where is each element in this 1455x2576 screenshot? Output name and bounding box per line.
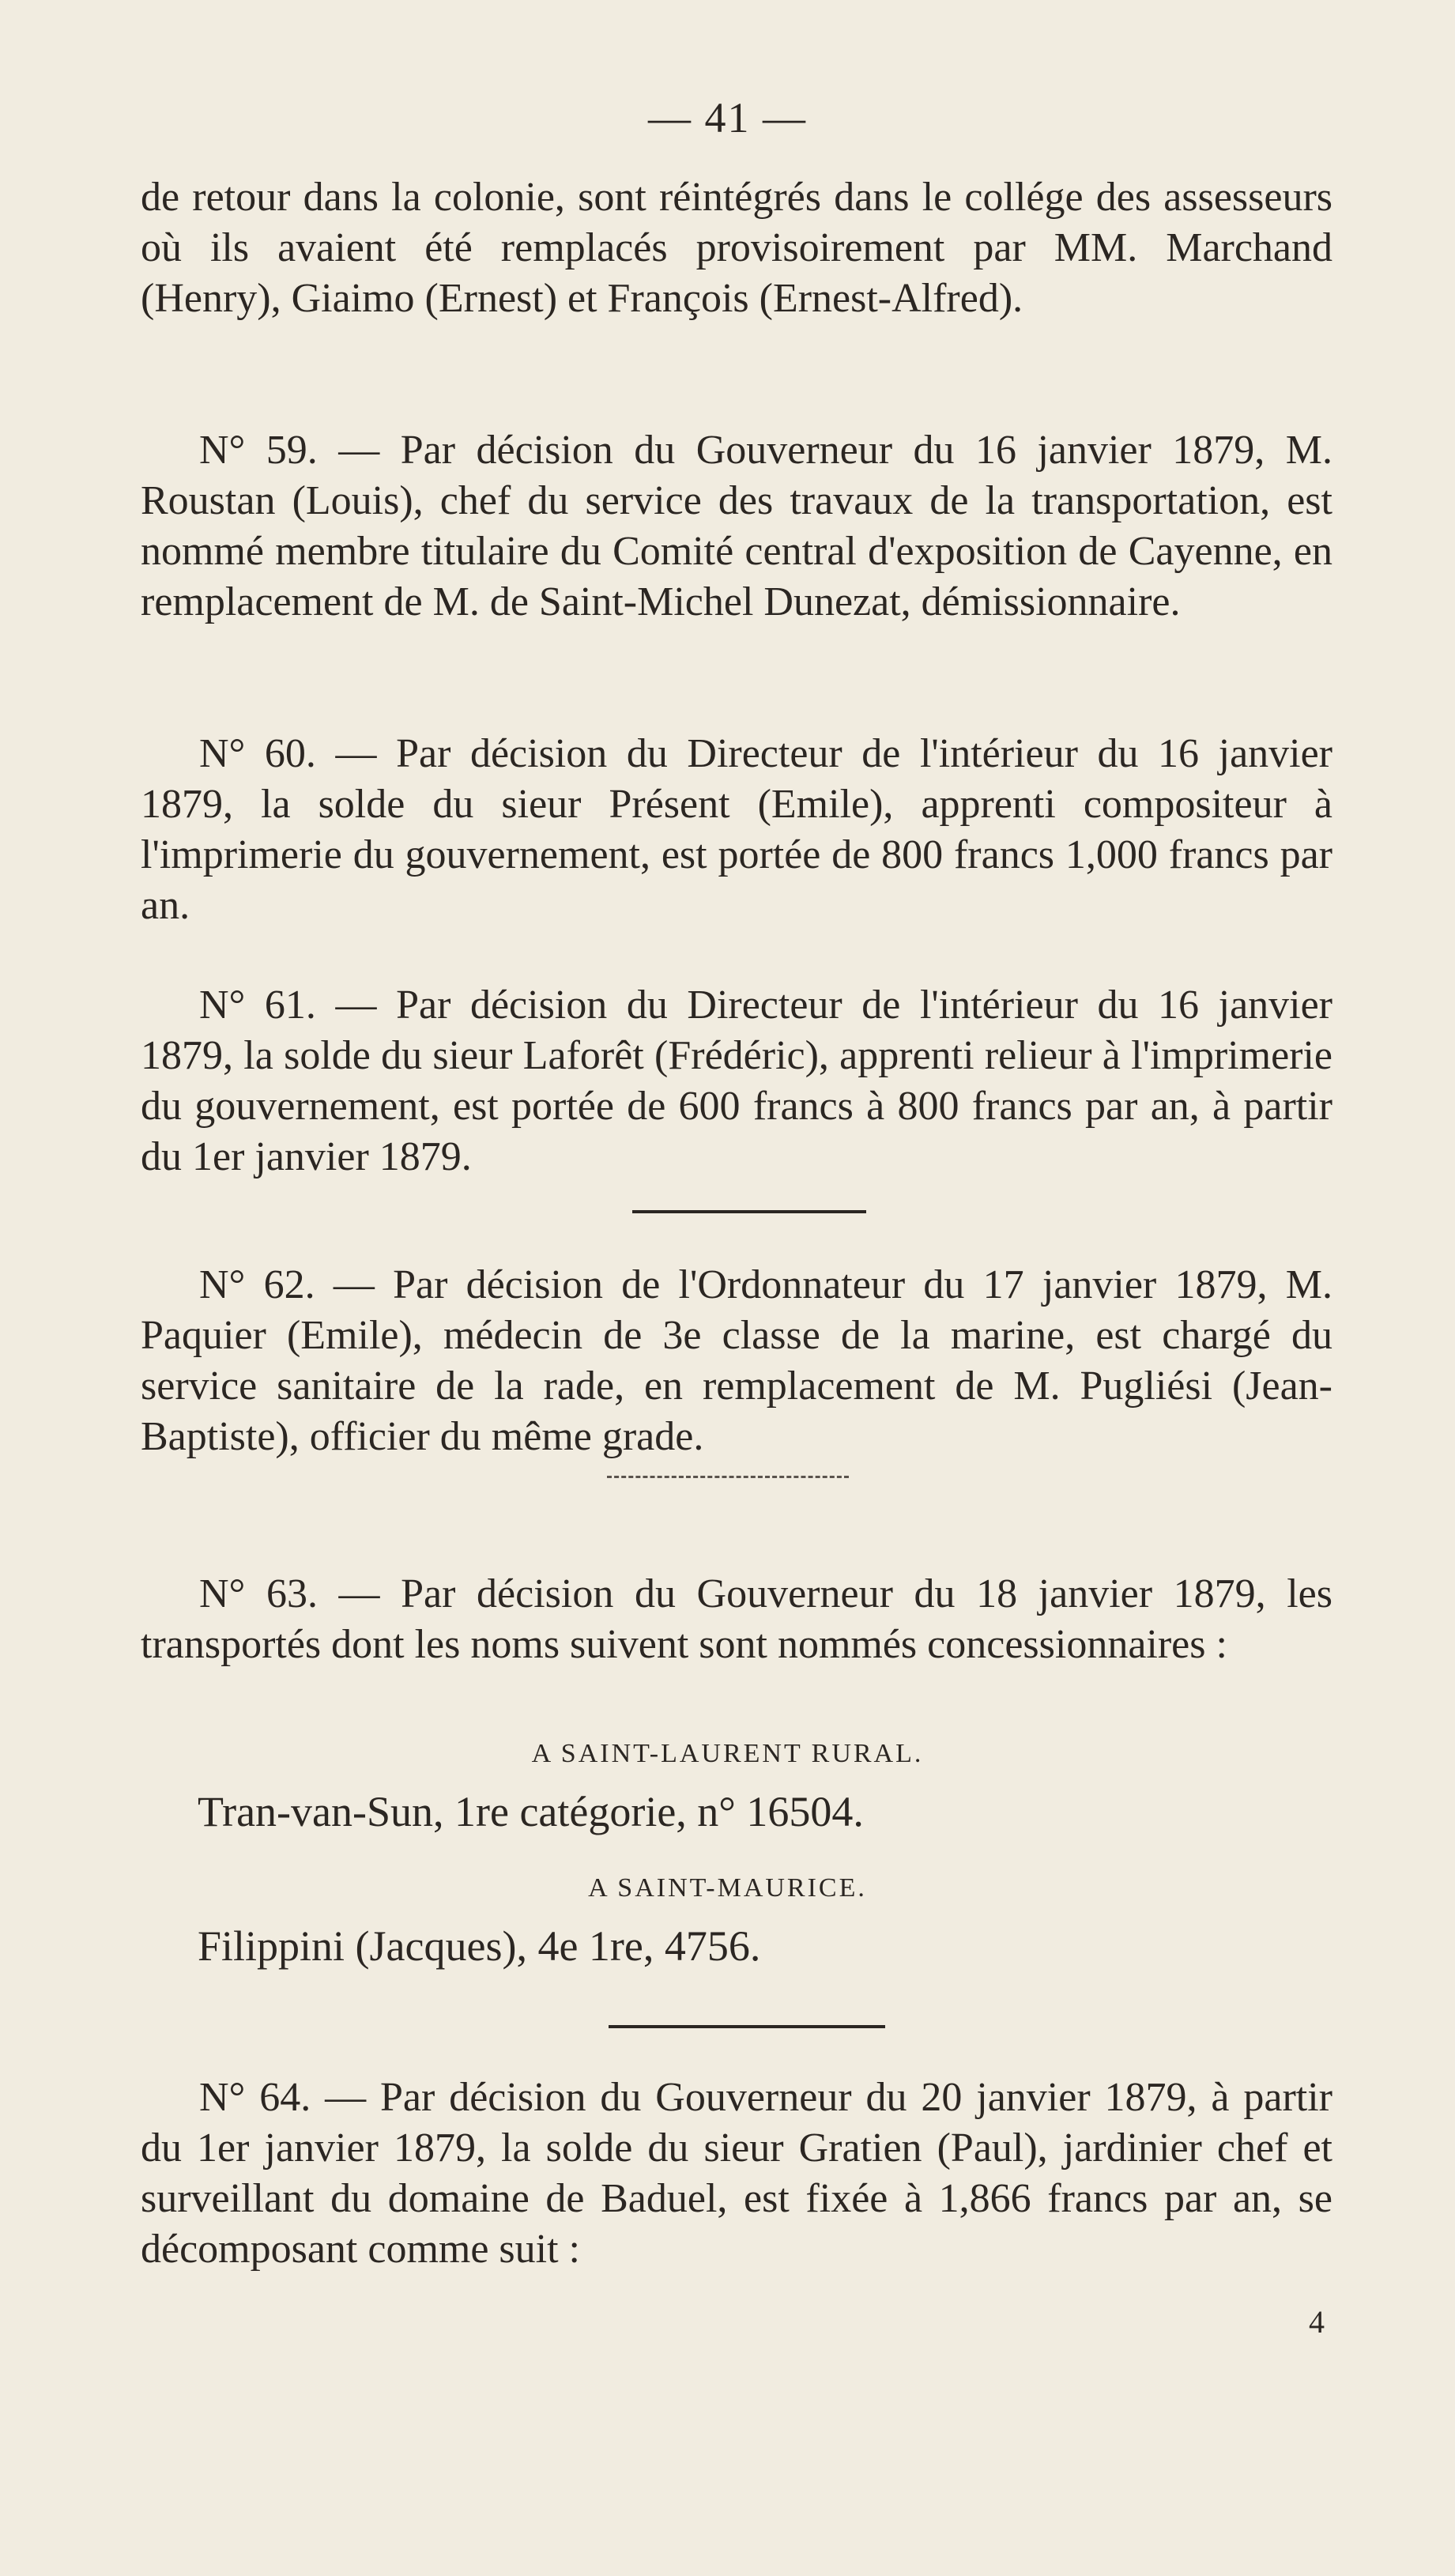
paragraph-decision-63: N° 63. — Par décision du Gouverneur du 18 janvier 1879, les transportés dont les noms suivent sont nommés concessionnaires : <box>141 1571 1332 1667</box>
concession-heading-saint-maurice: A SAINT-MAURICE. <box>588 1873 867 1903</box>
separator-rule-1 <box>632 1210 866 1213</box>
paragraph-continuation: de retour dans la colonie, sont réintégrés dans le collége des assesseurs où ils avaient été remplacés provisoirement par MM. Marchand (Henry), Giaimo (Ernest) et François (Ernest-Alfred). <box>141 175 1332 321</box>
concession-entry-2: Filippini (Jacques), 4e 1re, 4756. <box>198 1922 761 1970</box>
concession-heading-saint-laurent: A SAINT-LAURENT RURAL. <box>531 1739 924 1768</box>
paragraph-decision-59: N° 59. — Par décision du Gouverneur du 16 janvier 1879, M. Roustan (Louis), chef du service des travaux de la transportation, est nommé membre titulaire du Comité central d'exposition de Cayenne, en remplacement de M. de Saint-Michel Dunezat, démissionnaire. <box>141 428 1332 624</box>
paragraph-decision-61: N° 61. — Par décision du Directeur de l'intérieur du 16 janvier 1879, la solde du sieur Laforêt (Frédéric), apprenti relieur à l'imprimerie du gouvernement, est portée de 600 francs à 800 francs par an, à partir du 1er janvier 1879. <box>141 983 1332 1179</box>
page-number: — 41 — <box>648 94 807 141</box>
separator-rule-2 <box>609 2025 885 2028</box>
paragraph-decision-60: N° 60. — Par décision du Directeur de l'intérieur du 16 janvier 1879, la solde du sieur Présent (Emile), apprenti compositeur à l'imprimerie du gouvernement, est portée de 800 francs 1,000 francs par an. <box>141 731 1332 928</box>
concession-entry-1: Tran-van-Sun, 1re catégorie, n° 16504. <box>198 1788 864 1835</box>
signature-mark: 4 <box>1309 2304 1325 2340</box>
paragraph-decision-64: N° 64. — Par décision du Gouverneur du 20 janvier 1879, à partir du 1er janvier 1879, la solde du sieur Gratien (Paul), jardinier chef et surveillant du domaine de Baduel, est fixée à 1,866 francs par an, se décomposant comme suit : <box>141 2075 1332 2272</box>
separator-rule-dashed <box>607 1476 849 1478</box>
paragraph-decision-62: N° 62. — Par décision de l'Ordonnateur du 17 janvier 1879, M. Paquier (Emile), médecin de 3e classe de la marine, est chargé du service sanitaire de la rade, en remplacement de M. Pugliési (Jean-Baptiste), officier du même grade. <box>141 1262 1332 1459</box>
